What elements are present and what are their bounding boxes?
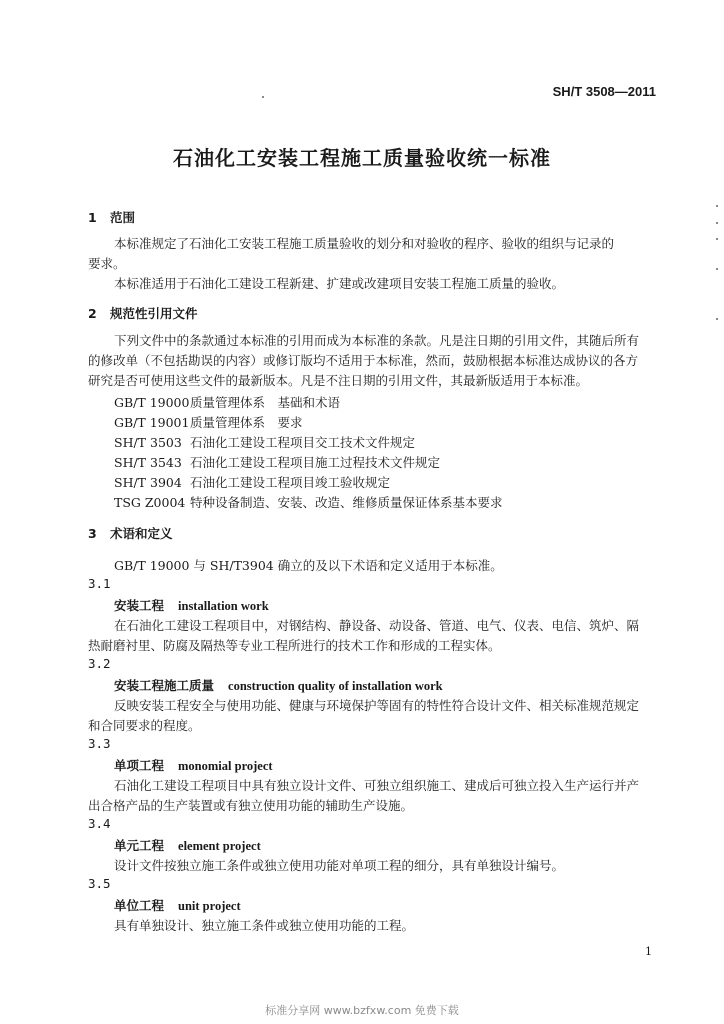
document-title: 石油化工安装工程施工质量验收统一标准 [173, 146, 551, 170]
term-heading [114, 596, 269, 614]
reference-item [114, 433, 415, 451]
scan-speck [716, 318, 718, 320]
term-definition-line-1: 反映安装工程安全与使用功能、健康与环境保护等固有的特性符合设计文件、相关标准规范规定 [114, 698, 640, 713]
page-number: 1 [645, 945, 652, 958]
term-definition-line-1: 设计文件按独立施工条件或独立使用功能对单项工程的细分，具有单独设计编号。 [114, 858, 565, 873]
term-chinese: 单元工程 [114, 838, 165, 853]
term-english: installation work [178, 599, 269, 613]
reference-code: SH/T 3503 [114, 435, 182, 450]
term-number: 3.2 [88, 656, 111, 671]
reference-name: 石油化工建设工程项目施工过程技术文件规定 [190, 455, 441, 470]
refs-intro-line-1: 下列文件中的条款通过本标准的引用而成为本标准的条款。凡是注日期的引用文件，其随后所有 [114, 333, 640, 348]
reference-name: 质量管理体系 要求 [190, 415, 303, 430]
reference-item [114, 413, 303, 431]
section-title: 范围 [110, 210, 136, 225]
term-heading [114, 896, 241, 914]
reference-item [114, 473, 390, 491]
term-number: 3.4 [88, 816, 111, 831]
term-english: monomial project [178, 759, 273, 773]
section-number: 2 [88, 306, 97, 321]
section-3-heading [88, 524, 173, 542]
terms-intro: GB/T 19000 与 SH/T3904 确立的及以下术语和定义适用于本标准。 [114, 558, 503, 573]
scope-paragraph-1-line-2: 要求。 [88, 256, 126, 271]
refs-intro-line-3: 研究是否可使用这些文件的最新版本。凡是不注日期的引用文件，其最新版适用于本标准。 [88, 373, 589, 388]
reference-item [114, 393, 340, 411]
reference-code: SH/T 3904 [114, 475, 182, 490]
scan-speck [716, 222, 718, 224]
term-heading [114, 836, 261, 854]
term-heading [114, 756, 273, 774]
section-title: 术语和定义 [110, 526, 173, 541]
term-number: 3.5 [88, 876, 111, 891]
watermark: 标准分享网 www.bzfxw.com 免费下载 [265, 1004, 459, 1017]
reference-name: 特种设备制造、安装、改造、维修质量保证体系基本要求 [190, 495, 503, 510]
term-definition-line-1: 石油化工建设工程项目中具有独立设计文件、可独立组织施工、建成后可独立投入生产运行并产 [114, 778, 640, 793]
term-chinese: 安装工程 [114, 598, 165, 613]
section-number: 3 [88, 526, 97, 541]
term-definition-line-2: 和合同要求的程度。 [88, 718, 201, 733]
scope-paragraph-1-line-1: 本标准规定了石油化工安装工程施工质量验收的划分和对验收的程序、验收的组织与记录的 [114, 236, 615, 251]
scan-speck [716, 238, 718, 240]
reference-name: 石油化工建设工程项目交工技术文件规定 [190, 435, 416, 450]
term-english: unit project [178, 899, 241, 913]
term-number: 3.3 [88, 736, 111, 751]
term-english: element project [178, 839, 261, 853]
reference-item [114, 493, 503, 511]
term-heading [114, 676, 443, 694]
scan-speck [716, 205, 718, 207]
term-english: construction quality of installation work [228, 679, 443, 693]
scope-paragraph-2: 本标准适用于石油化工建设工程新建、扩建或改建项目安装工程施工质量的验收。 [114, 276, 565, 291]
scan-speck [262, 96, 264, 98]
reference-code: GB/T 19000 [114, 395, 190, 410]
term-definition-line-1: 具有单独设计、独立施工条件或独立使用功能的工程。 [114, 918, 415, 933]
term-definition-line-1: 在石油化工建设工程项目中，对钢结构、静设备、动设备、管道、电气、仪表、电信、筑炉、隔 [114, 618, 640, 633]
term-number: 3.1 [88, 576, 111, 591]
term-chinese: 安装工程施工质量 [114, 678, 215, 693]
term-chinese: 单位工程 [114, 898, 165, 913]
reference-name: 质量管理体系 基础和术语 [190, 395, 341, 410]
reference-code: GB/T 19001 [114, 415, 190, 430]
section-1-heading [88, 208, 135, 226]
standard-code: SH/T 3508—2011 [552, 84, 656, 99]
reference-code: SH/T 3543 [114, 455, 182, 470]
reference-name: 石油化工建设工程项目竣工验收规定 [190, 475, 391, 490]
scan-speck [716, 268, 718, 270]
term-definition-line-2: 热耐磨衬里、防腐及隔热等专业工程所进行的技术工作和形成的工程实体。 [88, 638, 501, 653]
term-definition-line-2: 出合格产品的生产装置或有独立使用功能的辅助生产设施。 [88, 798, 414, 813]
refs-intro-line-2: 的修改单（不包括勘误的内容）或修订版均不适用于本标准，然而，鼓励根据本标准达成协议的各方 [88, 353, 639, 368]
term-chinese: 单项工程 [114, 758, 165, 773]
reference-code: TSG Z0004 [114, 495, 186, 510]
section-title: 规范性引用文件 [110, 306, 198, 321]
section-2-heading [88, 304, 198, 322]
section-number: 1 [88, 210, 97, 225]
reference-item [114, 453, 440, 471]
